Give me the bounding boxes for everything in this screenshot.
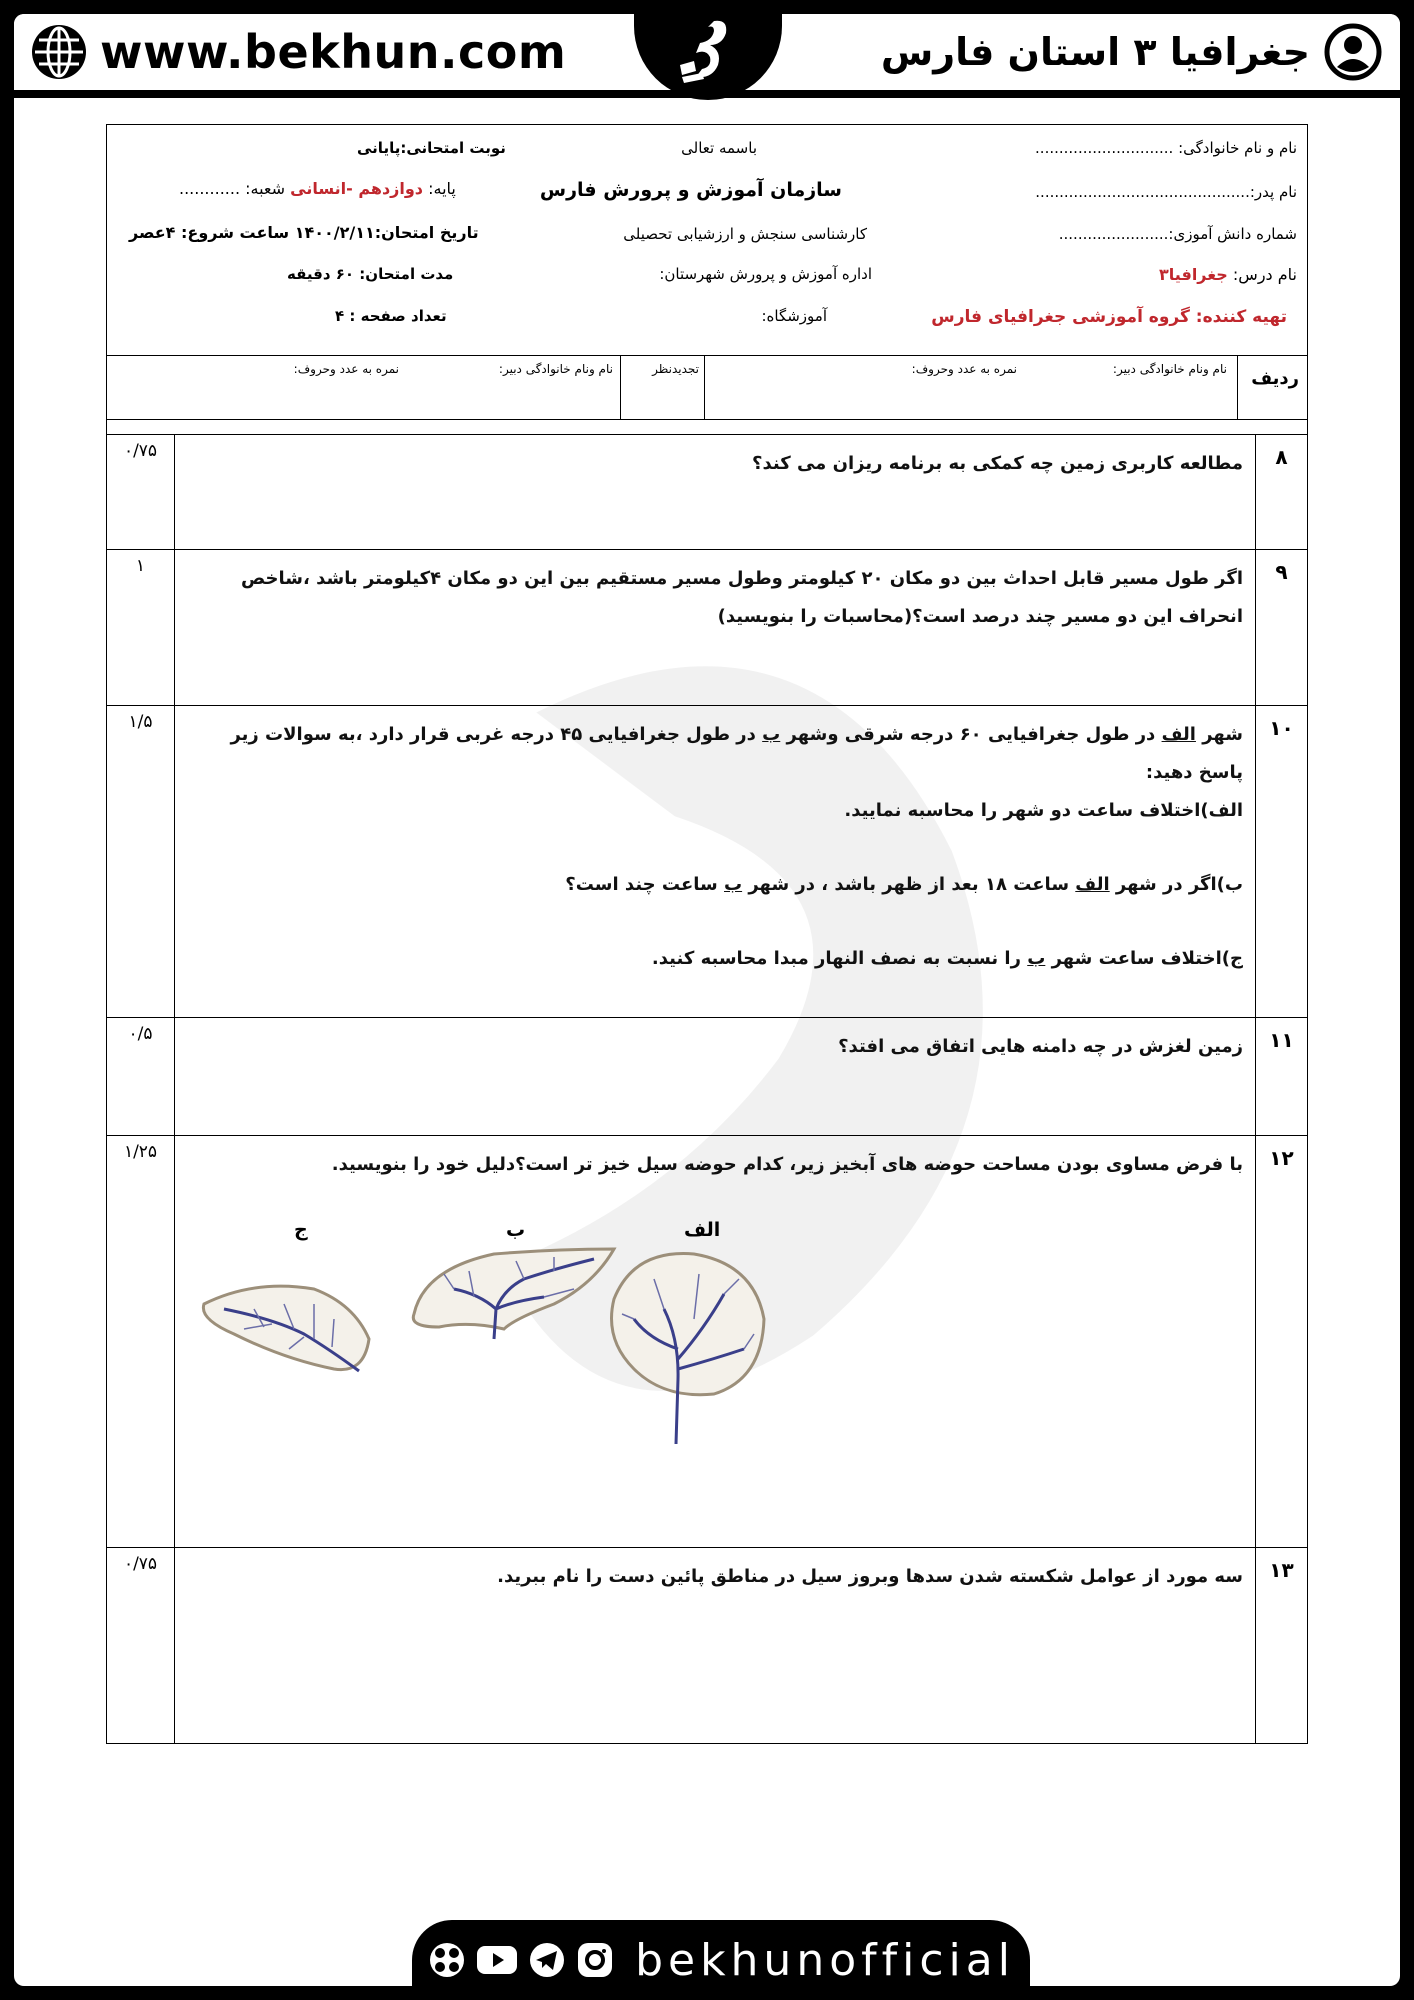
- basin-alef-icon: [612, 1254, 765, 1444]
- footer-handle[interactable]: bekhunofficial: [635, 1934, 1015, 1986]
- question-text: [193, 716, 1243, 978]
- question-number: ۱۳: [1255, 1548, 1307, 1743]
- banner-title-text: جغرافیا ۳ استان فارس: [880, 30, 1310, 74]
- score1-label: نمره به عدد وحروف:: [911, 362, 1017, 376]
- basmala: باسمه تعالی: [681, 139, 757, 157]
- globe-icon: [30, 23, 88, 81]
- question-number: ۹: [1255, 550, 1307, 705]
- question-number: ۱۰: [1255, 706, 1307, 1017]
- banner-title: [881, 22, 1382, 82]
- basin-jim-icon: [203, 1286, 369, 1371]
- prepared-value: گروه آموزشی جغرافیای فارس: [931, 307, 1190, 327]
- page-count: تعداد صفحه : ۴: [335, 307, 447, 325]
- drainage-basins-figure: [194, 1209, 794, 1479]
- city-office: اداره آموزش و پرورش شهرستان:: [659, 265, 872, 283]
- question-text: اگر طول مسیر قابل احداث بین دو مکان ۲۰ کیلومتر وطول مسیر مستقیم بین این دو مکان ۴کیلومتر باشد ،شاخص انحراف این دو مسیر چند درصد است؟(محاسبات را بنویسید): [241, 568, 1243, 627]
- question-9: [107, 550, 1307, 706]
- organization-title: سازمان آموزش و پرورش فارس: [539, 179, 842, 201]
- telegram-icon[interactable]: [527, 1940, 567, 1980]
- top-banner: [14, 14, 1400, 98]
- question-11: [107, 1018, 1307, 1136]
- instagram-icon[interactable]: [575, 1940, 615, 1980]
- brand-logo: [634, 14, 782, 100]
- basin-label-alef: الف: [684, 1219, 721, 1241]
- question-score: ۰/۵: [107, 1018, 175, 1135]
- question-text: با فرض مساوی بودن مساحت حوضه های آبخیز زیر، کدام حوضه سیل خیز تر است؟دلیل خود را بنویسید.: [331, 1154, 1243, 1175]
- grade-label: پایه:: [423, 179, 456, 198]
- question-score: ۰/۷۵: [107, 435, 175, 549]
- part-alef: الف)اختلاف ساعت دو شهر را محاسبه نمایید.: [844, 800, 1243, 821]
- question-10-intro: شهر الف در طول جغرافیایی ۶۰ درجه شرقی وشهر ب در طول جغرافیایی ۴۵ درجه غربی قرار دارد ،به سوالات زیر پاسخ دهید:: [230, 724, 1243, 783]
- user-avatar-icon: [1324, 23, 1382, 81]
- question-number: ۱۱: [1255, 1018, 1307, 1135]
- student-number-field[interactable]: شماره دانش آموزی:.......................: [1058, 225, 1297, 243]
- question-number: ۸: [1255, 435, 1307, 549]
- course-label: نام درس:: [1227, 265, 1297, 284]
- question-score: ۰/۷۵: [107, 1548, 175, 1743]
- part-be: ب)اگر در شهر الف ساعت ۱۸ بعد از ظهر باشد ، در شهر ب ساعت چند است؟: [565, 874, 1243, 895]
- aparat-icon[interactable]: [427, 1940, 467, 1980]
- exam-date-time: تاریخ امتحان:۱۴۰۰/۲/۱۱ ساعت شروع: ۴عصر: [129, 223, 479, 242]
- basin-be-icon: [413, 1249, 614, 1339]
- grading-row: [107, 355, 1307, 420]
- student-name-field[interactable]: نام و نام خانوادگی: .............................: [1035, 139, 1297, 157]
- youtube-icon[interactable]: [475, 1940, 519, 1980]
- questions-table: [106, 420, 1308, 1744]
- school-field[interactable]: آموزشگاه:: [761, 307, 827, 325]
- question-10: [107, 706, 1307, 1018]
- question-number: ۱۲: [1255, 1136, 1307, 1547]
- score2-label: نمره به عدد وحروف:: [293, 362, 399, 376]
- exam-duration: مدت امتحان: ۶۰ دقیقه: [287, 265, 454, 283]
- question-8: [107, 434, 1307, 550]
- site-link[interactable]: [30, 22, 566, 82]
- footer-bar: [412, 1920, 1030, 1986]
- question-text: زمین لغزش در چه دامنه هایی اتفاق می افتد؟: [838, 1036, 1243, 1057]
- department: کارشناسی سنجش و ارزشیابی تحصیلی: [623, 225, 867, 243]
- grade-value: دوازدهم -انسانی: [290, 179, 424, 198]
- question-score: ۱: [107, 550, 175, 705]
- revision-label: تجدیدنظر: [652, 362, 699, 376]
- prepared-label: تهیه کننده:: [1189, 307, 1287, 327]
- question-score: ۱/۲۵: [107, 1136, 175, 1547]
- question-text: سه مورد از عوامل شکسته شدن سدها وبروز سیل در مناطق پائین دست را نام ببرید.: [497, 1566, 1243, 1587]
- course-value: جغرافیا۳: [1159, 265, 1228, 284]
- father-name-field[interactable]: نام پدر:.............................................: [1035, 183, 1297, 201]
- question-13: [107, 1548, 1307, 1744]
- exam-turn: نوبت امتحانی:پایانی: [357, 139, 506, 157]
- question-score: ۱/۵: [107, 706, 175, 1017]
- basins-drawing: [194, 1209, 794, 1479]
- bekhun-logo-icon: [666, 15, 750, 91]
- basin-label-jim: ج: [294, 1219, 308, 1241]
- basin-label-be: ب: [506, 1219, 526, 1241]
- prepared-by: [931, 307, 1287, 327]
- part-jim: ج)اختلاف ساعت شهر ب را نسبت به نصف النهار مبدا محاسبه کنید.: [651, 948, 1243, 969]
- social-icons: [427, 1940, 615, 1980]
- exam-page: [14, 14, 1400, 1986]
- site-url[interactable]: www.bekhun.com: [100, 25, 567, 79]
- question-text: مطالعه کاربری زمین چه کمکی به برنامه ریزان می کند؟: [752, 453, 1243, 474]
- exam-header: [106, 124, 1308, 420]
- teacher2-label: نام ونام خانوادگی دبیر:: [498, 362, 613, 376]
- branch-field[interactable]: شعبه: ............: [179, 179, 291, 198]
- row-label: ردیف: [1251, 368, 1299, 389]
- teacher1-label: نام ونام خانوادگی دبیر:: [1112, 362, 1227, 376]
- course-name: [1159, 265, 1297, 284]
- grade-branch: [179, 179, 456, 198]
